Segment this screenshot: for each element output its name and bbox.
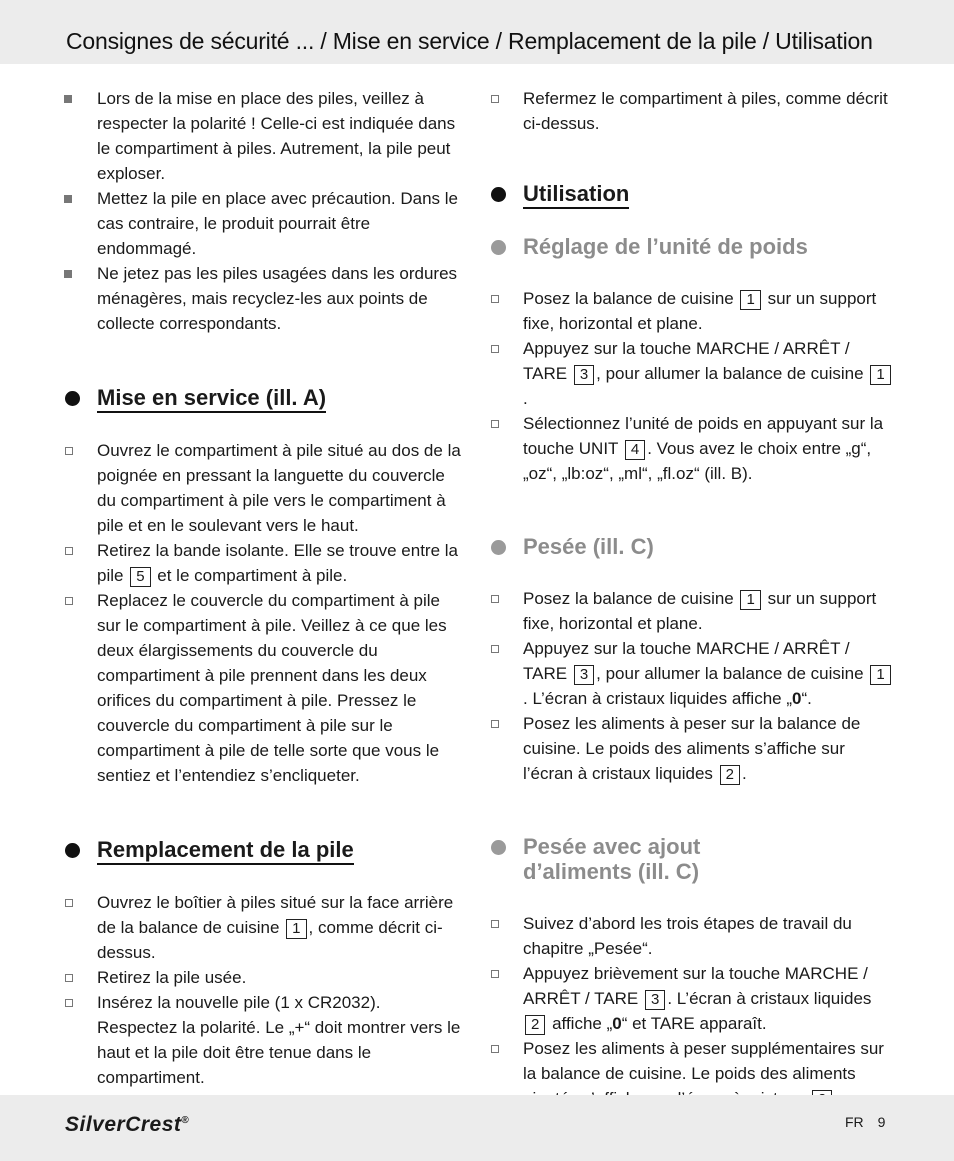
list-item: Suivez d’abord les trois étapes de travail du chapitre „Pesée“. — [490, 911, 895, 961]
checkbox-bullet-icon — [65, 547, 73, 555]
checkbox-bullet-icon — [491, 295, 499, 303]
checkbox-bullet-icon — [491, 95, 499, 103]
list-item: Mettez la pile en place avec précaution. Dans le cas contraire, le produit pourrait être endommagé. — [64, 186, 464, 261]
list-item: Retirez la pile usée. — [64, 965, 464, 990]
ref-number: 2 — [525, 1015, 545, 1035]
list-item: Posez la balance de cuisine 1 sur un support fixe, horizontal et plane. — [490, 586, 895, 636]
list-item: Sélectionnez l’unité de poids en appuyant sur la touche UNIT 4 . Vous avez le choix entre „g“, „oz“, „lb:oz“, „ml“, „fl.oz“ (ill. B). — [490, 411, 895, 486]
page-footer — [0, 1095, 954, 1161]
page-header — [0, 0, 954, 64]
list-item: Lors de la mise en place des piles, veillez à respecter la polarité ! Celle-ci est indiquée dans le compartiment à piles. Autrement, la pile peut exploser. — [64, 86, 464, 186]
list-item: Insérez la nouvelle pile (1 x CR2032). Respectez la polarité. Le „+“ doit montrer vers le haut et la pile doit être tenue dans le compartiment. — [64, 990, 464, 1090]
subsection-heading-reglage: Réglage de l’unité de poids — [490, 234, 895, 259]
ref-number: 2 — [720, 765, 740, 785]
list-item: Appuyez brièvement sur la touche MARCHE / ARRÊT / TARE 3 . L’écran à cristaux liquides 2 affiche „0“ et TARE apparaît. — [490, 961, 895, 1036]
section-heading-mise-en-service: Mise en service (ill. A) — [64, 384, 464, 412]
ref-number: 1 — [870, 665, 890, 685]
list-item: Retirez la bande isolante. Elle se trouve entre la pile 5 et le compartiment à pile. — [64, 538, 464, 588]
page-number: FR 9 — [845, 1114, 886, 1130]
list-item: Ne jetez pas les piles usagées dans les ordures ménagères, mais recyclez-les aux points de collecte correspondants. — [64, 261, 464, 336]
section-heading-remplacement: Remplacement de la pile — [64, 836, 464, 864]
bullet-dot-icon — [65, 843, 80, 858]
list-item: Posez la balance de cuisine 1 sur un support fixe, horizontal et plane. — [490, 286, 895, 336]
bullet-dot-icon — [65, 391, 80, 406]
square-bullet-icon — [64, 95, 72, 103]
list-item: Appuyez sur la touche MARCHE / ARRÊT / TARE 3 , pour allumer la balance de cuisine 1. L’écran à cristaux liquides affiche „0“. — [490, 636, 895, 711]
square-bullet-icon — [64, 270, 72, 278]
checkbox-bullet-icon — [65, 999, 73, 1007]
list-item: Appuyez sur la touche MARCHE / ARRÊT / TARE 3 , pour allumer la balance de cuisine 1. — [490, 336, 895, 411]
list-item: Ouvrez le compartiment à pile situé au dos de la poignée en pressant la languette du couvercle du compartiment à pile vers le compartiment à pile et en le soulevant vers le haut. — [64, 438, 464, 538]
bullet-dot-icon — [491, 187, 506, 202]
brand-logo: SilverCrest® — [65, 1113, 190, 1136]
list-item: Replacez le couvercle du compartiment à pile sur le compartiment à pile. Veillez à ce que les deux élargissements du couvercle du compartiment à pile prennent dans les deux orifices du compartiment à pile. Pressez le couvercle du compartiment à pile sur le compartiment à pile de telle sorte que vous le sentiez et l’entendiez s’encliqueter. — [64, 588, 464, 788]
ref-number: 1 — [740, 590, 760, 610]
checkbox-bullet-icon — [65, 597, 73, 605]
checkbox-bullet-icon — [491, 420, 499, 428]
square-bullet-icon — [64, 195, 72, 203]
ref-number: 3 — [645, 990, 665, 1010]
checkbox-bullet-icon — [65, 899, 73, 907]
bullet-dot-icon — [491, 540, 506, 555]
bullet-dot-icon — [491, 840, 506, 855]
subsection-heading-pesee-ajout: Pesée avec ajout d’aliments (ill. C) — [490, 834, 895, 884]
ref-number: 3 — [574, 665, 594, 685]
list-item: Posez les aliments à peser sur la balance de cuisine. Le poids des aliments s’affiche sur l’écran à cristaux liquides 2 . — [490, 711, 895, 786]
checkbox-bullet-icon — [491, 595, 499, 603]
ref-number: 5 — [130, 567, 150, 587]
list-item: Refermez le compartiment à piles, comme décrit ci-dessus. — [490, 86, 895, 136]
checkbox-bullet-icon — [491, 720, 499, 728]
subsection-heading-pesee: Pesée (ill. C) — [490, 534, 895, 559]
bullet-dot-icon — [491, 240, 506, 255]
checkbox-bullet-icon — [491, 920, 499, 928]
ref-number: 3 — [574, 365, 594, 385]
checkbox-bullet-icon — [65, 447, 73, 455]
list-item: Ouvrez le boîtier à piles situé sur la face arrière de la balance de cuisine 1 , comme décrit ci-dessus. — [64, 890, 464, 965]
checkbox-bullet-icon — [491, 970, 499, 978]
list-item: Posez les aliments à peser supplémentaires sur la balance de cuisine. Le poids des aliments — [490, 1036, 895, 1111]
ref-number: 1 — [286, 919, 306, 939]
ref-number: 1 — [740, 290, 760, 310]
left-column — [64, 86, 464, 1090]
checkbox-bullet-icon — [65, 974, 73, 982]
checkbox-bullet-icon — [491, 645, 499, 653]
ref-number: 4 — [625, 440, 645, 460]
right-column — [490, 86, 895, 1111]
checkbox-bullet-icon — [491, 345, 499, 353]
checkbox-bullet-icon — [491, 1045, 499, 1053]
page-title: Consignes de sécurité ... / Mise en service / Remplacement de la pile / Utilisation — [66, 28, 873, 54]
section-heading-utilisation: Utilisation — [490, 180, 895, 208]
ref-number: 1 — [870, 365, 890, 385]
